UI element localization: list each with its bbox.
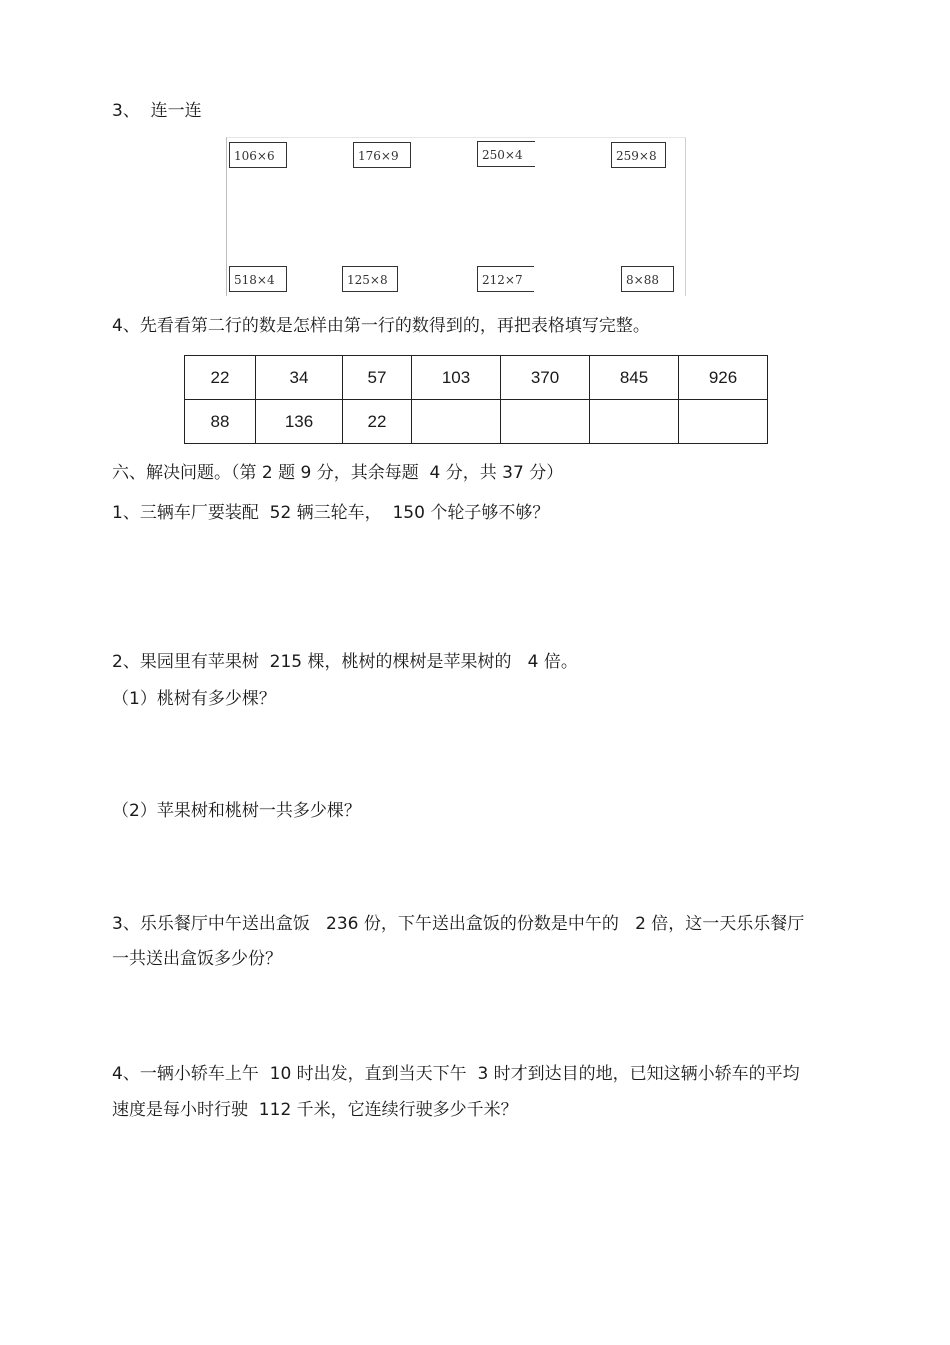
expression-top-3: 250×4: [477, 141, 535, 167]
table-cell: 370: [501, 356, 590, 400]
expression-bottom-3: 212×7: [477, 266, 534, 292]
table-cell: 88: [185, 400, 256, 444]
table-cell: 103: [412, 356, 501, 400]
expression-top-2: 176×9: [353, 142, 411, 168]
table-cell: 22: [343, 400, 412, 444]
problem-1: 1、三辆车厂要装配 52 辆三轮车， 150 个轮子够不够？: [112, 503, 550, 523]
table-row-second: [185, 400, 768, 444]
question-3-title: 3、 连一连: [112, 101, 202, 121]
problem-2-part-2: （2）苹果树和桃树一共多少棵？: [112, 801, 361, 821]
table-cell: 22: [185, 356, 256, 400]
table-cell: 136: [256, 400, 343, 444]
expression-bottom-2: 125×8: [342, 266, 398, 292]
table-cell-blank[interactable]: [412, 400, 501, 444]
problem-2-part-1: （1）桃树有多少棵？: [112, 689, 276, 709]
expression-top-1: 106×6: [229, 142, 287, 168]
expression-bottom-4: 8×88: [621, 266, 674, 292]
table-cell-blank[interactable]: [679, 400, 768, 444]
table-cell: 34: [256, 356, 343, 400]
problem-3-line-1: 3、乐乐餐厅中午送出盒饭 236 份，下午送出盒饭的份数是中午的 2 倍，这一天乐乐餐厅: [112, 914, 805, 934]
problem-3-line-2: 一共送出盒饭多少份？: [112, 949, 282, 969]
problem-4-line-1: 4、一辆小轿车上午 10 时出发，直到当天下午 3 时才到达目的地，已知这辆小轿车的平均: [112, 1064, 800, 1084]
problem-4-line-2: 速度是每小时行驶 112 千米，它连续行驶多少千米？: [112, 1100, 518, 1120]
number-table: [184, 355, 768, 444]
table-cell: 845: [590, 356, 679, 400]
expression-top-4: 259×8: [611, 142, 666, 168]
table-cell: 57: [343, 356, 412, 400]
question-4-title: 4、先看看第二行的数是怎样由第一行的数得到的，再把表格填写完整。: [112, 316, 650, 336]
table-row-first: [185, 356, 768, 400]
table-cell-blank[interactable]: [501, 400, 590, 444]
table-cell-blank[interactable]: [590, 400, 679, 444]
problem-2: 2、果园里有苹果树 215 棵，桃树的棵树是苹果树的 4 倍。: [112, 652, 578, 672]
table-cell: 926: [679, 356, 768, 400]
expression-bottom-1: 518×4: [229, 266, 287, 292]
section-6-title: 六、解决问题。（第 2 题 9 分，其余每题 4 分，共 37 分）: [112, 463, 564, 483]
